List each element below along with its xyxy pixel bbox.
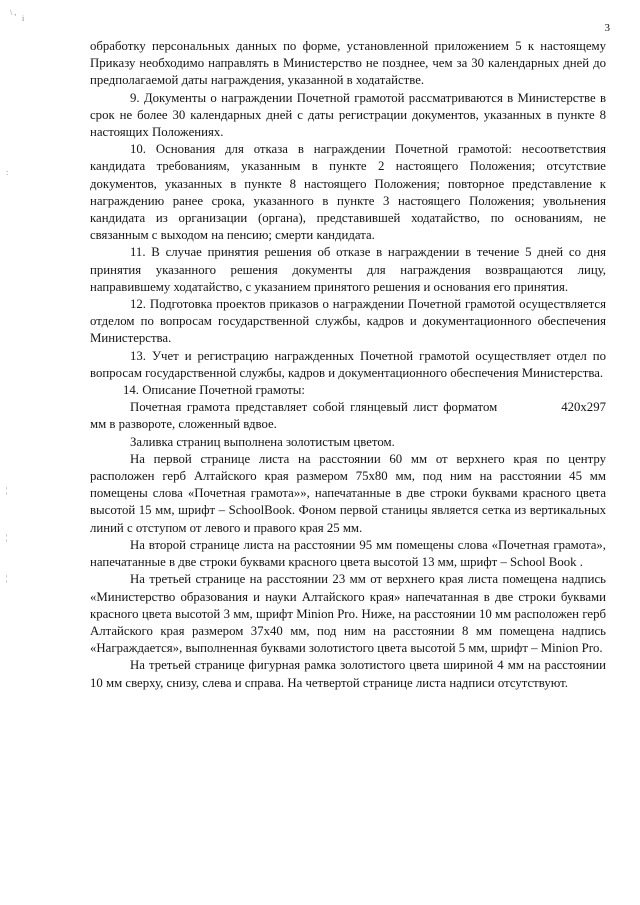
description-frame: На третьей странице фигурная рамка золотистого цвета шириной 4 мм на расстоянии 10 мм сверху, снизу, слева и справа. На четвертой странице листа надписи отсутствуют. [90,658,606,690]
description-page-3: На третьей странице на расстоянии 23 мм от верхнего края листа помещена надпись «Министерство образования и науки Алтайского края» напечатанная в две строки буквами красного цвета высотой 3 мм, шрифт Minion Pro. Ниже, на расстоянии 10 мм расположен герб Алтайского края размером 37х40 мм, под ним на расстоянии 8 мм помещена надпись «Награждается», выполненная буквами золотистого цвета высотой 5 мм, шрифт – Minion Pro. [90,572,606,656]
paragraph-10: 10. Основания для отказа в награждении Почетной грамотой: несоответствия кандидата требованиям, указанным в пункте 2 настоящего Положения; отсутствие документов, указанных в пункте 8 настоящего Положения; повторное представление к награждению ранее срока, указанного в пункте 3 настоящего Положения; увольнения кандидата из организации (органа), представившей ходатайство, по основаниям, не связанным с выходом на пенсию; смерти кандидата. [90,142,606,243]
page-number: 3 [604,22,610,34]
description-page-2: На второй странице листа на расстоянии 95 мм помещены слова «Почетная грамота», напечатанные в две строки буквами красного цвета высотой 13 мм, шрифт – School Book . [90,537,606,570]
paragraph-14-heading: 14. Описание Почетной грамоты: [123,383,305,398]
paragraph-11: 11. В случае принятия решения об отказе в награждении в течение 5 дней со дня принятия указанного решения документы для награждения возвращаются лицу, направившему ходатайство, с указанием принятого решения и основания его принятия. [90,245,606,294]
paragraph-9: 9. Документы о награждении Почетной грамотой рассматриваются в Министерстве в срок не более 30 календарных дней с даты регистрации документов, указанных в пункте 8 настоящих Положениях. [90,90,606,140]
description-fill: Заливка страниц выполнена золотистым цветом. [130,434,395,449]
document-body [90,38,606,692]
description-page-1: На первой странице листа на расстоянии 60 мм от верхнего края по центру расположен герб Алтайского края размером 75х80 мм, под ним на расстоянии 45 мм помещены слова «Почетная грамота»», напечатанные в две строки буквами красного цвета высотой 15 мм, шрифт – SchoolBook. Фоном первой станицы является сетка из вертикальных линий с отступом от левого и правого края 25 мм. [90,451,606,535]
format-text: Почетная грамота представляет собой глянцевый лист форматом [130,400,498,415]
paragraph-continuation: обработку персональных данных по форме, установленной приложением 5 к настоящему Приказу необходимо направлять в Министерство не позднее, чем за 30 календарных дней до предполагаемой даты награждения, указанной в ходатайстве. [90,39,606,88]
format-size: 420х297 [561,400,606,415]
scan-margin-marks: \ , i : ¦ ¦ ¦ [6,8,25,583]
format-continuation: мм в развороте, сложенный вдвое. [90,417,277,432]
paragraph-12: 12. Подготовка проектов приказов о награждении Почетной грамотой осуществляется отделом по вопросам государственной службы, кадров и документационного обеспечения Министерства. [90,297,606,346]
paragraph-13: 13. Учет и регистрацию награжденных Почетной грамотой осуществляет отдел по вопросам государственной службы, кадров и документационного обеспечения Министерства. [90,348,606,380]
paragraph-format [90,399,606,433]
